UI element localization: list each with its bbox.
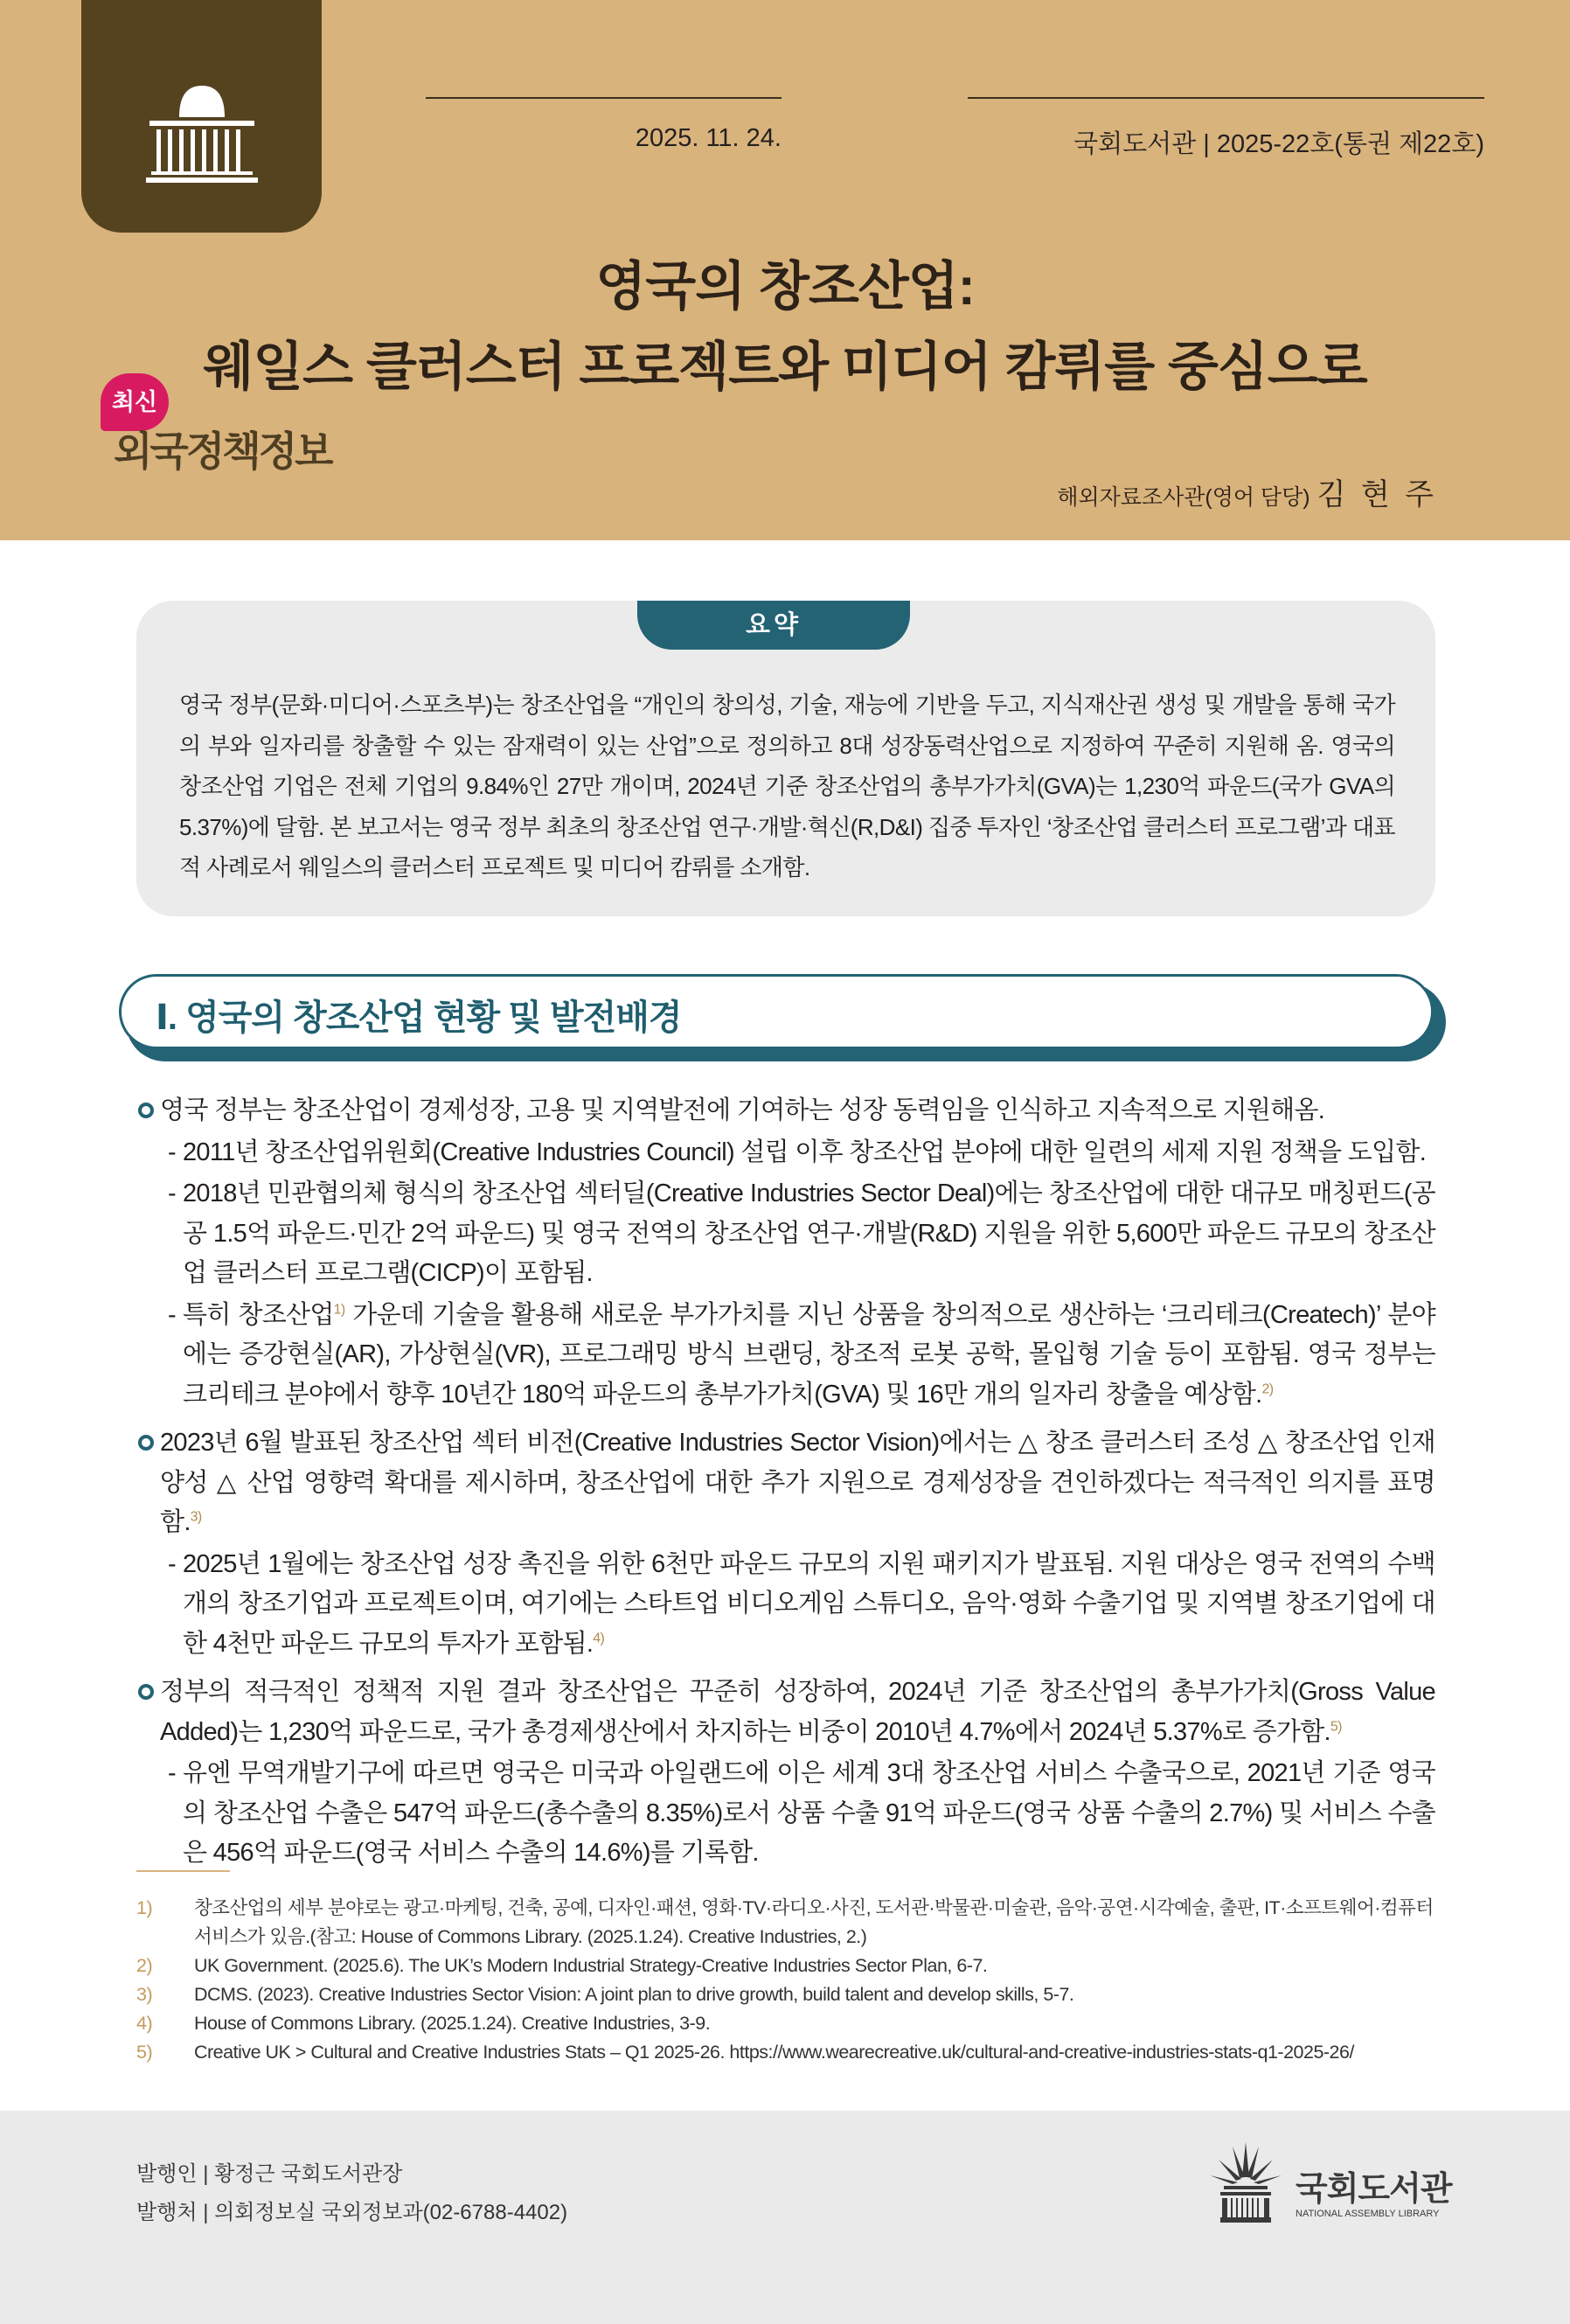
sub-paragraph: - 유엔 무역개발기구에 따르면 영국은 미국과 아일랜드에 이은 세계 3대 창조산업 서비스 수출국으로, 2021년 기준 영국의 창조산업 수출은 547억 파운드(총수출의 8.35%)로서 상품 수출 91억 파운드(영국 상품 수출의 2.7%) 및 서비스 수출은 456억 파운드(영국 서비스 수출의 14.6%)를 기록함. xyxy=(168,1759,1435,1867)
sub-paragraph: - 2025년 1월에는 창조산업 성장 촉진을 위한 6천만 파운드 규모의 지원 패키지가 발표됨. 지원 대상은 영국 전역의 수백 개의 창조기업과 프로젝트이며, 여기에는 스타트업 비디오게임 스튜디오, 음악·영화 수출기업 및 지역별 창조기업에 대한 4천만 파운드 규모의 투자가 포함됨.$^{4)}$ xyxy=(168,1549,1435,1658)
latest-badge: 최신 xyxy=(101,373,169,431)
body-content xyxy=(144,1091,1435,1874)
footer xyxy=(0,2111,1570,2324)
sub-paragraph: - 2018년 민관협의체 형식의 창조산업 섹터딜(Creative Industries Sector Deal)에는 창조산업에 대한 대규모 매칭펀드(공공 1.5억 파운드·민간 2억 파운드) 및 영국 전역의 창조산업 연구·개발(R&D) 지원을 위한 5,600만 파운드 규모의 창조산업 클러스터 프로그램(CICP)이 포함됨. xyxy=(168,1179,1435,1287)
footnote: 2) UK Government. (2025.6). The UK’s Modern Industrial Strategy-Creative Industries Sector Plan, 6-7. xyxy=(136,1955,988,1976)
issuer: 발행처 | 의회정보실 국외정보과(02-6788-4402) xyxy=(136,2201,568,2224)
assembly-building-icon xyxy=(134,79,269,184)
sub-paragraph: - 특히 창조산업$^{1)}$ 가운데 기술을 활용해 새로운 부가가치를 지닌 상품을 창의적으로 생산하는 ‘크리테크(Createch)’ 분야에는 증강현실(AR), 가상현실(VR), 프로그래밍 방식 브랜딩, 창조적 로봇 공학, 몰입형 기술 등이 포함됨. 영국 정부는 크리테크 분야에서 향후 10년간 180억 파운드의 총부가가치(GVA) 및 16만 개의 일자리 창출을 예상함.$^{2)}$ xyxy=(168,1300,1435,1409)
issue-number: 국회도서관 | 2025-22호(통권 제22호) xyxy=(1073,130,1484,158)
publish-date: 2025. 11. 24. xyxy=(635,124,782,152)
summary-label: 요약 xyxy=(637,601,910,650)
section-heading xyxy=(119,974,1446,1061)
footnote: 4) House of Commons Library. (2025.1.24). Creative Industries, 3-9. xyxy=(136,2013,711,2034)
publisher: 발행인 | 황정근 국회도서관장 xyxy=(136,2162,403,2186)
assembly-tab xyxy=(81,0,322,233)
series-name: 외국정책정보 xyxy=(114,428,331,474)
bullet-paragraph: 2023년 6월 발표된 창조산업 섹터 비전(Creative Industries Sector Vision)에서는 △ 창조 클러스터 조성 △ 창조산업 인재 양성 △ 산업 영향력 확대를 제시하며, 창조산업에 대한 추가 지원으로 경제성장을 견인하겠다는 적극적인 의지를 표명함.$^{3)}$ xyxy=(144,1423,1435,1543)
footnote-ref[interactable]: 4) xyxy=(593,1630,605,1646)
header xyxy=(0,0,1570,540)
footnote-ref[interactable]: 2) xyxy=(1261,1381,1274,1396)
footnote-ref[interactable]: 1) xyxy=(333,1301,345,1317)
author-role: 해외자료조사관(영어 담당) xyxy=(1057,485,1310,510)
footnote-ref[interactable]: 5) xyxy=(1330,1718,1342,1734)
summary-text: 영국 정부(문화·미디어·스포츠부)는 창조산업을 “개인의 창의성, 기술, 재능에 기반을 두고, 지식재산권 생성 및 개발을 통해 국가의 부와 일자리를 창출할 수 있는 잠재력이 있는 산업”으로 정의하고 8대 성장동력산업으로 지정하여 꾸준히 지원해 옴. 영국의 창조산업 기업은 전체 기업의 9.84%인 27만 개이며, 2024년 기준 창조산업의 총부가가치(GVA)는 1,230억 파운드(국가 GVA의 5.37%)에 달함. 본 보고서는 영국 정부 최초의 창조산업 연구·개발·혁신(R,D&I) 집중 투자인 ‘창조산업 클러스터 프로그램’과 대표적 사례로서 웨일스의 클러스터 프로젝트 및 미디어 캄뤼를 소개함. xyxy=(179,692,1395,880)
title-line-1: 영국의 창조산업: xyxy=(595,257,975,316)
sub-paragraph: - 2011년 창조산업위원회(Creative Industries Council) 설립 이후 창조산업 분야에 대한 일련의 세제 지원 정책을 도입함. xyxy=(168,1138,1427,1166)
title-line-2: 웨일스 클러스터 프로젝트와 미디어 캄뤼를 중심으로 xyxy=(203,337,1367,396)
footnote-divider xyxy=(136,1870,230,1872)
circle-bullet-icon xyxy=(138,1435,154,1451)
footnotes xyxy=(136,1894,1435,2067)
footnote: 5) Creative UK > Cultural and Creative Industries Stats – Q1 2025-26. https://www.wearecreative.uk/cultural-and-creative-industries-stats-q1-2025-26/ xyxy=(136,2042,1354,2063)
divider xyxy=(426,97,782,99)
author-name: 김 현 주 xyxy=(1316,478,1437,511)
divider xyxy=(968,97,1484,99)
bullet-paragraph: 영국 정부는 창조산업이 경제성장, 고용 및 지역발전에 기여하는 성장 동력임을 인식하고 지속적으로 지원해옴. xyxy=(144,1091,1435,1131)
footnote: 1) 창조산업의 세부 분야로는 광고·마케팅, 건축, 공예, 디자인·패션, 영화·TV·라디오·사진, 도서관·박물관·미술관, 음악·공연·시각예술, 출판, IT·소프트웨어·컴퓨터 서비스가 있음.(참고: House of Commons Library. (2025.1.24). Creative Industries, 2.) xyxy=(136,1897,1434,1947)
summary-box xyxy=(136,601,1435,916)
logo-korean: 국회도서관 xyxy=(1296,2171,1452,2208)
author xyxy=(1057,470,1437,513)
footnote: 3) DCMS. (2023). Creative Industries Sector Vision: A joint plan to drive growth, build talent and develop skills, 5-7. xyxy=(136,1984,1074,2005)
national-assembly-library-logo xyxy=(1206,2142,1452,2227)
footnote-ref[interactable]: 3) xyxy=(190,1509,202,1525)
library-logo-icon xyxy=(1206,2142,1285,2223)
circle-bullet-icon xyxy=(138,1684,154,1700)
section-title: Ⅰ. 영국의 창조산업 현황 및 발전배경 xyxy=(156,998,682,1037)
circle-bullet-icon xyxy=(138,1103,154,1118)
logo-english: NATIONAL ASSEMBLY LIBRARY xyxy=(1296,2209,1440,2219)
bullet-paragraph: 정부의 적극적인 정책적 지원 결과 창조산업은 꾸준히 성장하여, 2024년 기준 창조산업의 총부가가치(Gross Value Added)는 1,230억 파운드로, 국가 총경제생산에서 차지하는 비중이 2010년 4.7%에서 2024년 5.37%로 증가함.$^{5)}$ xyxy=(144,1673,1435,1752)
